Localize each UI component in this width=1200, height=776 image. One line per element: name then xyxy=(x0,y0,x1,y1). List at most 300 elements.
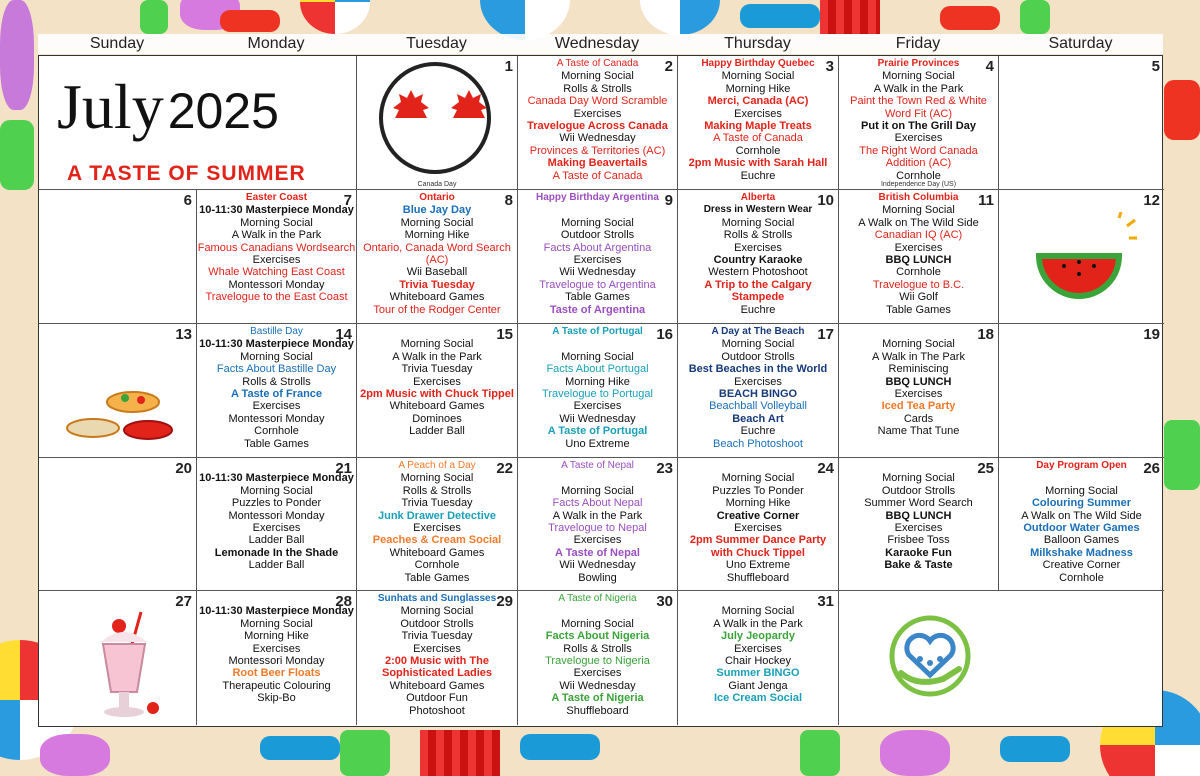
day-theme: A Peach of a Day xyxy=(398,460,476,471)
activity-item: Rolls & Strolls xyxy=(242,375,311,388)
activity-item: 10-11:30 Masterpiece Monday xyxy=(199,472,354,485)
towel-icon xyxy=(820,0,880,34)
activity-item: Karaoke Fun xyxy=(885,546,952,559)
day-cell xyxy=(518,324,678,458)
activity-item: Montessori Monday xyxy=(228,412,325,425)
day-theme: Alberta xyxy=(740,192,776,203)
activity-item: Cornhole xyxy=(254,425,299,438)
day-cell xyxy=(518,190,678,324)
activity-item: Cornhole xyxy=(896,169,941,182)
activity-item: Morning Social xyxy=(400,216,474,229)
month-title xyxy=(57,70,279,144)
day-theme: Happy Birthday Quebec xyxy=(701,58,815,69)
activity-list xyxy=(197,190,356,304)
day-number: 16 xyxy=(656,326,673,343)
activity-item: Frisbee Toss xyxy=(887,534,950,547)
activity-item: Merci, Canada (AC) xyxy=(707,95,809,108)
activity-item: Beach Photoshoot xyxy=(713,437,803,450)
activity-item: Addition (AC) xyxy=(885,157,952,170)
activity-item: 2pm Music with Chuck Tippel xyxy=(360,388,514,401)
sunglasses-icon xyxy=(940,6,1000,30)
weekday-label: Saturday xyxy=(1048,35,1113,52)
activity-item: Uno Extreme xyxy=(565,437,630,450)
day-cell xyxy=(999,324,1164,458)
activity-item: Dress in Western Wear xyxy=(703,204,813,216)
activity-item: Photoshoot xyxy=(409,704,465,717)
day-theme: British Columbia xyxy=(878,192,959,203)
activity-item: Travelogue to B.C. xyxy=(872,278,965,291)
activity-item: Outdoor Water Games xyxy=(1023,522,1140,535)
activity-item: Exercises xyxy=(894,132,943,145)
activity-item: Exercises xyxy=(734,241,782,254)
sunglasses-icon xyxy=(260,736,340,760)
activity-item: with Chuck Tippel xyxy=(711,546,805,559)
activity-item: Exercises xyxy=(252,642,301,655)
activity-item: Morning Social xyxy=(1045,484,1118,497)
activity-item: A Taste of Nigeria xyxy=(551,692,644,705)
food-bowls-icon xyxy=(53,368,183,448)
activity-item: Wii Baseball xyxy=(406,266,468,279)
day-theme: A Day at The Beach xyxy=(711,326,805,337)
activity-item: Facts About Nigeria xyxy=(545,630,650,643)
day-number: 27 xyxy=(175,593,192,610)
activity-item: Morning Social xyxy=(721,70,795,83)
day-number: 13 xyxy=(175,326,192,343)
taste-the-summer-graphic xyxy=(1019,212,1139,312)
activity-item: Cornhole xyxy=(896,266,941,279)
activity-item: Morning Hike xyxy=(565,375,630,388)
activity-item: Exercises xyxy=(252,400,301,413)
brand-logo-cell xyxy=(839,591,1164,725)
activity-list xyxy=(518,591,677,717)
activity-item: 10-11:30 Masterpiece Monday xyxy=(199,605,354,618)
activity-item: Summer Word Search xyxy=(864,497,973,510)
day-cell xyxy=(518,591,678,725)
activity-item: Morning Social xyxy=(721,605,795,618)
activity-item: Root Beer Floats xyxy=(232,667,321,680)
activity-item: 10-11:30 Masterpiece Monday xyxy=(199,204,354,217)
activity-item: Put it on The Grill Day xyxy=(861,120,976,133)
activity-item: Reminiscing xyxy=(888,363,949,376)
activity-item: Blue Jay Day xyxy=(402,204,472,217)
activity-list xyxy=(839,56,998,182)
activity-item: Montessori Monday xyxy=(228,509,325,522)
activity-item: Exercises xyxy=(413,642,461,655)
day-cell xyxy=(678,190,839,324)
activity-item: Ladder Ball xyxy=(409,425,465,438)
activity-item: Morning Social xyxy=(561,350,634,363)
activity-list xyxy=(999,324,1164,326)
activity-item xyxy=(197,593,356,605)
day-theme: Sunhats and Sunglasses xyxy=(377,593,497,604)
beach-ball-icon xyxy=(640,0,720,35)
activity-item: Whiteboard Games xyxy=(389,400,485,413)
day-cell xyxy=(197,324,357,458)
weekday-header xyxy=(38,34,1163,54)
activity-item: Cards xyxy=(903,412,934,425)
activity-item: 2pm Music with Sarah Hall xyxy=(688,157,828,170)
activity-item: Travelogue to Portugal xyxy=(542,388,653,401)
activity-item: A Taste of Portugal xyxy=(547,425,648,438)
activity-item: Tour of the Rodger Center xyxy=(373,303,501,316)
activity-item: Morning Social xyxy=(561,484,634,497)
popsicle-icon xyxy=(140,0,168,34)
activity-item: Making Beavertails xyxy=(547,157,648,170)
day-number: 4 xyxy=(985,58,994,75)
day-number: 6 xyxy=(183,192,192,209)
activity-item: A Walk on The Wild Side xyxy=(1021,509,1142,522)
activity-item: Trivia Tuesday xyxy=(399,278,475,291)
day-cell xyxy=(678,458,839,591)
activity-list xyxy=(357,591,517,717)
day-theme: Bastille Day xyxy=(250,326,303,337)
month-title-cell xyxy=(39,56,357,190)
day-cell xyxy=(357,458,518,591)
activity-item: Morning Social xyxy=(561,216,634,229)
weekday-label: Thursday xyxy=(724,35,791,52)
activity-item: Morning Social xyxy=(400,472,474,485)
activity-item: Junk Drawer Detective xyxy=(378,509,496,522)
day-cell xyxy=(999,56,1164,190)
popsicle-icon xyxy=(800,730,840,776)
activity-item: A Taste of France xyxy=(230,388,323,401)
activity-list xyxy=(839,458,998,572)
activity-item: Morning Social xyxy=(400,605,474,618)
activity-item xyxy=(518,204,677,216)
activity-item: Euchre xyxy=(740,169,776,182)
activity-item: Bake & Taste xyxy=(884,559,953,572)
activity-item: Travelogue to Argentina xyxy=(539,278,656,291)
towel-icon xyxy=(420,730,500,776)
activity-item: Whiteboard Games xyxy=(389,291,485,304)
activity-item: Shuffleboard xyxy=(566,704,629,717)
activity-item: Giant Jenga xyxy=(728,679,788,692)
activity-item: Provinces & Territories (AC) xyxy=(529,144,666,157)
activity-item: Morning Social xyxy=(240,484,313,497)
activity-item: Morning Social xyxy=(240,216,313,229)
day-cell xyxy=(839,458,999,591)
activity-list xyxy=(39,190,196,192)
activity-item: Exercises xyxy=(734,642,782,655)
activity-item: Wii Wednesday xyxy=(559,559,636,572)
activity-item: Whiteboard Games xyxy=(389,679,485,692)
popsicle-icon xyxy=(340,730,390,776)
day-theme: A Taste of Nepal xyxy=(561,460,634,471)
activity-list xyxy=(839,190,998,316)
activity-item: BBQ LUNCH xyxy=(885,375,952,388)
day-cell xyxy=(357,190,518,324)
day-number: 29 xyxy=(496,593,513,610)
activity-item: Rolls & Strolls xyxy=(563,82,632,95)
activity-item: 2:00 Music with The xyxy=(385,655,489,668)
activity-item: Sophisticated Ladies xyxy=(381,667,493,680)
day-number: 17 xyxy=(817,326,834,343)
activity-item: Exercises xyxy=(413,375,461,388)
activity-item xyxy=(357,326,517,338)
activity-item: Stampede xyxy=(731,291,785,304)
activity-item: Beachball Volleyball xyxy=(709,400,807,413)
activity-item xyxy=(678,460,838,472)
flip-flop-icon xyxy=(880,730,950,776)
activity-item: Ontario, Canada Word Search xyxy=(363,241,511,254)
weekday-label: Sunday xyxy=(89,35,145,52)
day-number: 19 xyxy=(1143,326,1160,343)
activity-item: Facts About Portugal xyxy=(546,363,649,376)
day-cell xyxy=(197,190,357,324)
activity-item: Country Karaoke xyxy=(713,254,803,267)
activity-item: BEACH BINGO xyxy=(718,388,798,401)
activity-item: Morning Social xyxy=(240,350,313,363)
activity-item: Name That Tune xyxy=(877,425,960,438)
activity-item: Uno Extreme xyxy=(725,559,791,572)
activity-item: Puzzles To Ponder xyxy=(712,484,804,497)
activity-list xyxy=(39,591,196,593)
activity-list xyxy=(357,324,517,438)
activity-item xyxy=(197,460,356,472)
activity-item: Chair Hockey xyxy=(724,655,792,668)
activity-item xyxy=(839,460,998,472)
activity-item: Shuffleboard xyxy=(726,571,790,584)
activity-list xyxy=(839,324,998,438)
activity-item: Summer BINGO xyxy=(716,667,800,680)
activity-item: Peaches & Cream Social xyxy=(372,534,502,547)
maple-leaf-icon xyxy=(365,60,505,178)
activity-item: Table Games xyxy=(404,571,470,584)
day-cell xyxy=(197,458,357,591)
day-number: 30 xyxy=(656,593,673,610)
day-number: 28 xyxy=(335,593,352,610)
activity-item: Morning Social xyxy=(721,216,795,229)
activity-item: Exercises xyxy=(894,522,943,535)
day-number: 31 xyxy=(817,593,834,610)
activity-item: Exercises xyxy=(252,522,301,535)
day-number: 2 xyxy=(664,58,673,75)
activity-item: BBQ LUNCH xyxy=(885,509,952,522)
activity-item: Best Beaches in the World xyxy=(688,363,828,376)
day-number: 15 xyxy=(496,326,513,343)
activity-item: Bowling xyxy=(578,571,617,584)
activity-item: Exercises xyxy=(573,254,622,267)
activity-item: Outdoor Strolls xyxy=(721,350,795,363)
activity-item: Cornhole xyxy=(1059,571,1104,584)
activity-item: BBQ LUNCH xyxy=(885,254,952,267)
activity-list xyxy=(678,190,838,316)
weekday-label: Tuesday xyxy=(406,35,467,52)
activity-item: Morning Social xyxy=(721,472,795,485)
activity-item: A Walk in the Park xyxy=(873,82,964,95)
activity-list xyxy=(678,56,838,182)
activity-item: Cornhole xyxy=(735,144,781,157)
activity-item: Word Fit (AC) xyxy=(884,107,953,120)
activity-item: Montessori Monday xyxy=(228,655,325,668)
activity-item: 10-11:30 Masterpiece Monday xyxy=(199,338,354,351)
activity-item: Outdoor Strolls xyxy=(881,484,956,497)
day-cell xyxy=(39,458,197,591)
activity-item: Exercises xyxy=(894,388,943,401)
day-number: 18 xyxy=(977,326,994,343)
activity-item: Morning Social xyxy=(882,70,955,83)
activity-item: Creative Corner xyxy=(716,509,800,522)
activity-item: Western Photoshoot xyxy=(708,266,808,279)
activity-item: Ice Cream Social xyxy=(713,692,803,705)
activity-item: A Walk in the Park xyxy=(392,350,482,363)
activity-list xyxy=(518,324,677,450)
weekday-label: Wednesday xyxy=(554,35,640,52)
activity-item: Wii Wednesday xyxy=(559,679,636,692)
activity-item: Rolls & Strolls xyxy=(402,484,472,497)
day-number: 23 xyxy=(656,460,673,477)
holiday-note: Canada Day xyxy=(417,181,457,188)
activity-item: Morning Social xyxy=(240,617,313,630)
activity-item: Lemonade In the Shade xyxy=(214,546,339,559)
activity-item: Therapeutic Colouring xyxy=(222,679,331,692)
activity-list xyxy=(678,591,838,705)
popsicle-icon xyxy=(0,120,34,190)
activity-item: Travelogue to Nigeria xyxy=(545,655,650,668)
day-cell xyxy=(518,56,678,190)
activity-item: Morning Social xyxy=(400,338,474,351)
beach-ball-icon xyxy=(300,0,370,34)
activity-item: Trivia Tuesday xyxy=(401,630,473,643)
activity-item: Morning Social xyxy=(721,338,795,351)
activity-item: Colouring Summer xyxy=(1031,497,1131,510)
activity-item: Exercises xyxy=(734,522,782,535)
activity-list xyxy=(518,56,677,182)
day-cell xyxy=(357,591,518,725)
watermelon-icon xyxy=(1019,212,1139,312)
activity-item: Morning Hike xyxy=(725,82,791,95)
activity-list xyxy=(678,458,838,584)
day-theme: Ontario xyxy=(419,192,455,203)
activity-item: Canada Day Word Scramble xyxy=(527,95,668,108)
day-cell xyxy=(518,458,678,591)
activity-item: Travelogue to the East Coast xyxy=(205,291,348,304)
month-name: July xyxy=(57,71,164,142)
weekday-label: Friday xyxy=(895,35,941,52)
activity-item: Table Games xyxy=(886,303,951,316)
sunglasses-icon xyxy=(1000,736,1070,762)
activity-item: (AC) xyxy=(425,254,449,267)
activity-list xyxy=(197,324,356,450)
activity-item: Morning Hike xyxy=(725,497,791,510)
day-theme: A Taste of Portugal xyxy=(552,326,643,337)
month-theme: A TASTE OF SUMMER xyxy=(67,162,306,185)
activity-item xyxy=(518,472,677,484)
day-number: 1 xyxy=(504,58,513,75)
activity-item: Exercises xyxy=(413,522,461,535)
activity-list xyxy=(357,458,517,584)
activity-list xyxy=(357,56,517,58)
activity-item: A Walk in The Park xyxy=(872,350,965,363)
activity-list xyxy=(39,324,196,326)
activity-item: The Right Word Canada xyxy=(859,144,978,157)
activity-item xyxy=(839,326,998,338)
sunglasses-icon xyxy=(520,734,600,760)
activity-item: Outdoor Strolls xyxy=(400,617,474,630)
day-cell xyxy=(839,190,999,324)
activity-item: Balloon Games xyxy=(1043,534,1120,547)
day-cell xyxy=(839,324,999,458)
activity-item: Trivia Tuesday xyxy=(401,497,473,510)
activity-item: A Walk in the Park xyxy=(231,229,322,242)
activity-list xyxy=(518,190,677,316)
activity-item: Whiteboard Games xyxy=(389,546,485,559)
day-cell xyxy=(357,324,518,458)
holiday-note: Independence Day (US) xyxy=(880,181,957,188)
activity-item: Famous Canadians Wordsearch xyxy=(197,241,356,254)
activity-item xyxy=(518,605,677,617)
day-number: 24 xyxy=(817,460,834,477)
activity-item: Creative Corner xyxy=(1042,559,1121,572)
activity-item: A Taste of Canada xyxy=(713,132,803,145)
milkshake-graphic xyxy=(79,608,169,720)
activity-item: Rolls & Strolls xyxy=(723,229,793,242)
activity-item: Facts About Bastille Day xyxy=(216,363,337,376)
activity-item: Morning Social xyxy=(882,472,955,485)
day-number: 21 xyxy=(335,460,352,477)
activity-item: Wii Golf xyxy=(899,291,938,304)
activity-item: Exercises xyxy=(734,107,782,120)
day-cell xyxy=(197,591,357,725)
day-number: 9 xyxy=(664,192,673,209)
canada-day-graphic xyxy=(365,60,505,178)
day-number: 3 xyxy=(825,58,834,75)
activity-item: Cornhole xyxy=(414,559,460,572)
activity-item: Exercises xyxy=(252,254,301,267)
activity-item: Making Maple Treats xyxy=(704,120,812,133)
activity-item: Exercises xyxy=(573,667,622,680)
activity-item: Exercises xyxy=(573,534,622,547)
activity-item: Exercises xyxy=(573,400,622,413)
day-theme: Happy Birthday Argentina xyxy=(536,192,659,203)
day-number: 14 xyxy=(335,326,352,343)
popsicle-icon xyxy=(1020,0,1050,34)
activity-item: Travelogue to Nepal xyxy=(548,522,647,535)
activity-list xyxy=(357,190,517,316)
activity-item: Morning Hike xyxy=(404,229,470,242)
day-theme: Prairie Provinces xyxy=(877,58,960,69)
day-number: 20 xyxy=(175,460,192,477)
activity-item: Skip-Bo xyxy=(257,692,296,705)
activity-item: Outdoor Fun xyxy=(406,692,468,705)
flip-flop-icon xyxy=(40,734,110,776)
activity-item: Canadian IQ (AC) xyxy=(874,229,963,242)
day-number: 22 xyxy=(496,460,513,477)
activity-item: Rolls & Strolls xyxy=(563,642,632,655)
activity-item: Travelogue Across Canada xyxy=(527,120,668,133)
activity-item: Dominoes xyxy=(412,412,462,425)
flip-flop-icon xyxy=(0,0,34,110)
day-number: 5 xyxy=(1151,58,1160,75)
day-cell xyxy=(678,324,839,458)
calendar-grid xyxy=(38,55,1163,727)
day-number: 10 xyxy=(817,192,834,209)
activity-list xyxy=(999,458,1164,584)
sunglasses-icon xyxy=(220,10,280,32)
activity-item: Outdoor Strolls xyxy=(560,229,635,242)
day-theme: A Taste of Nigeria xyxy=(558,593,637,604)
activity-item: 2pm Summer Dance Party xyxy=(689,534,827,547)
activity-item: Milkshake Madness xyxy=(1030,546,1133,559)
activity-list xyxy=(197,591,356,705)
activity-item: Wii Wednesday xyxy=(559,266,636,279)
activity-item: Montessori Monday xyxy=(228,278,325,291)
activity-item: Facts About Nepal xyxy=(552,497,643,510)
activity-item: Morning Social xyxy=(882,338,955,351)
activity-item: Exercises xyxy=(894,241,943,254)
activity-item: Beach Art xyxy=(732,412,784,425)
activity-item: Exercises xyxy=(734,375,782,388)
